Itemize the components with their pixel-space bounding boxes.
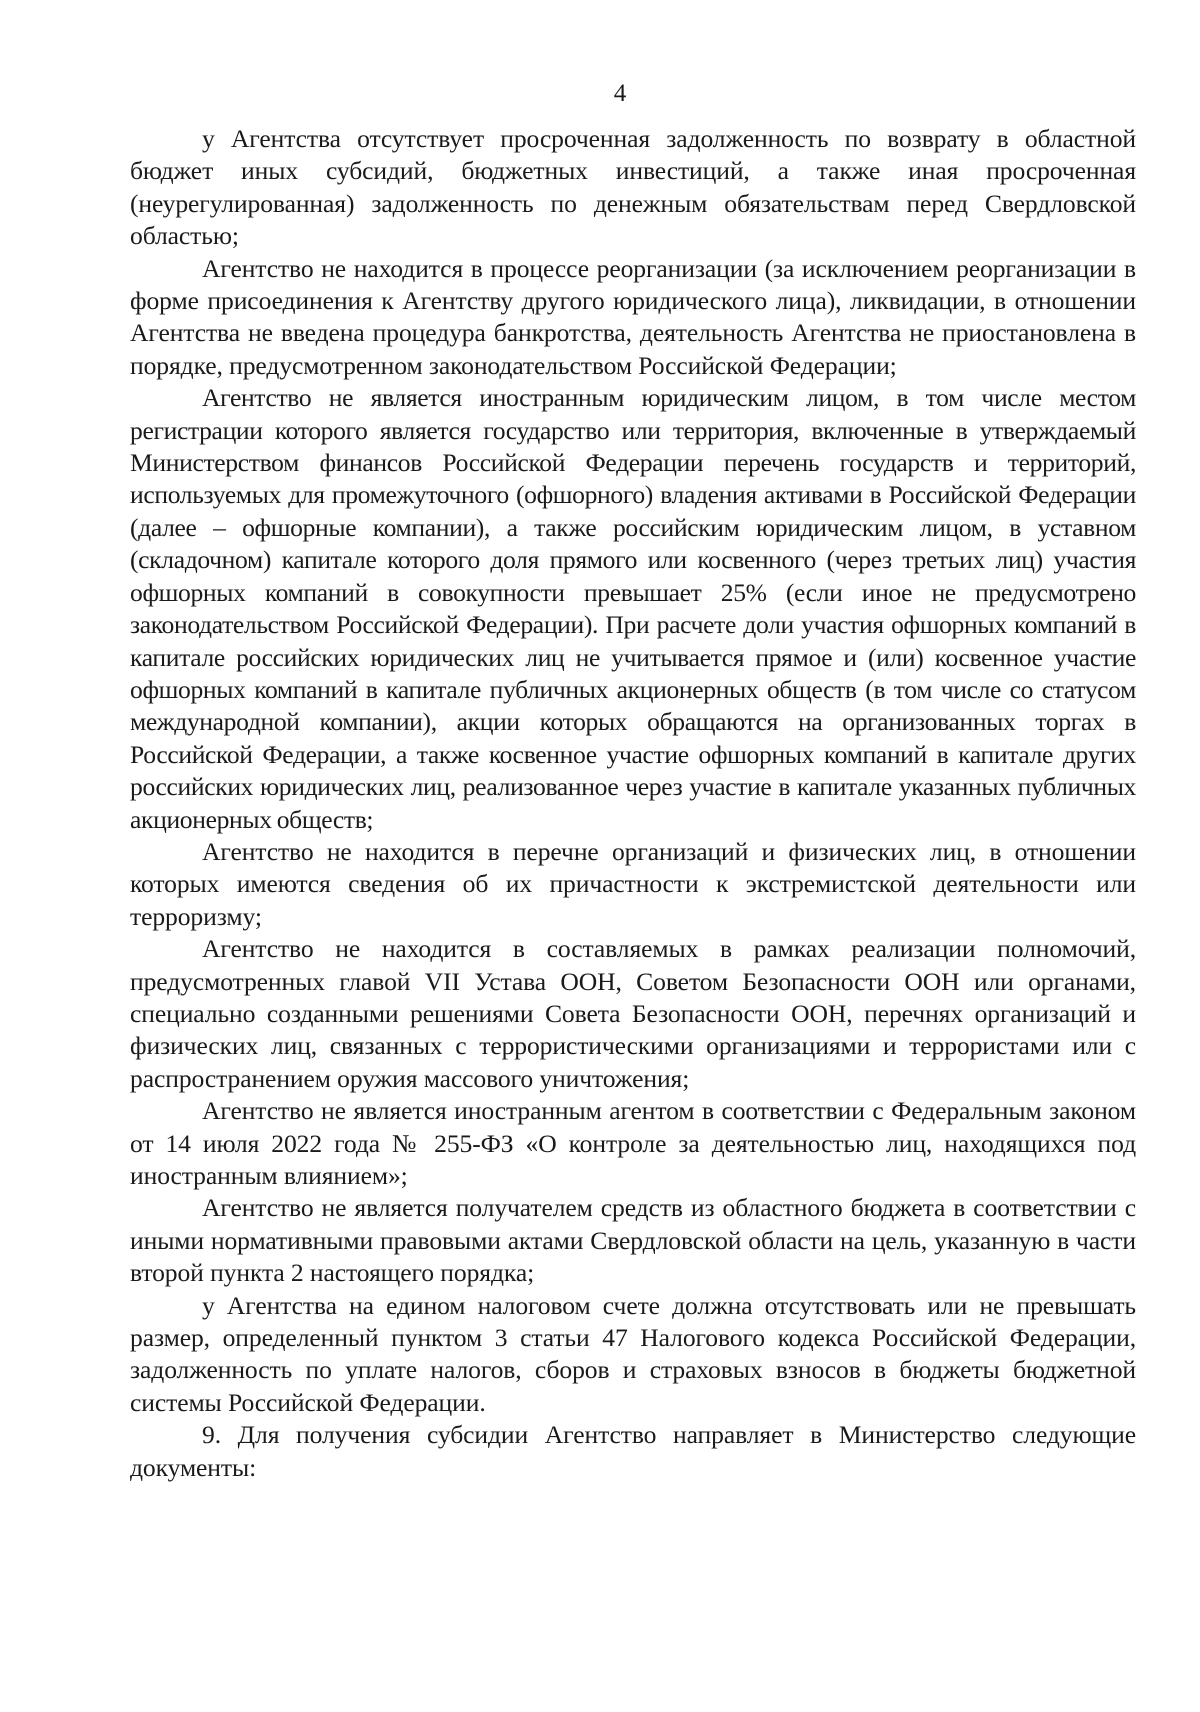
page-number: 4 [613, 80, 627, 107]
paragraph-not-foreign-entity: Агентство не является иностранным юридическим лицом, в том числе местом регистрации которого является государство или территория, включенные в утверждаемый Министерством финансов Российской Федерации перечень государств и территорий, используемых для промежуточного (офшорного) владения активами в Российской Федерации (далее – офшорные компании), а также российским юридическим лицом, в уставном (складочном) капитале которого доля прямого или косвенного (через третьих лиц) участия офшорных компаний в совокупности превышает 25% (если иное не предусмотрено законодательством Российской Федерации). При расчете доли участия офшорных компаний в капитале российских юридических лиц не учитывается прямое и (или) косвенное участие офшорных компаний в капитале публичных акционерных обществ (в том числе со статусом международной компании), акции которых обращаются на организованных торгах в Российской Федерации, а также косвенное участие офшорных компаний в капитале других российских юридических лиц, реализованное через участие в капитале указанных публичных акционерных обществ; [130, 383, 1136, 834]
paragraph-not-in-extremism-list: Агентство не находится в перечне организаций и физических лиц, в отношении которых имеются сведения об их причастности к экстремистской деятельности или терроризму; [130, 836, 1136, 931]
paragraph-not-in-un-lists: Агентство не находится в составляемых в рамках реализации полномочий, предусмотренных главой VII Устава ООН, Советом Безопасности ООН или органами, специально созданными решениями Совета Безопасности ООН, перечнях организаций и физических лиц, связанных с террористическими организациями и террористами или с распространением оружия массового уничтожения; [130, 934, 1136, 1093]
paragraph-not-foreign-agent: Агентство не является иностранным агентом в соответствии с Федеральным законом от 14 июля 2022 года № 255-ФЗ «О контроле за деятельностью лиц, находящихся под иностранным влиянием»; [130, 1096, 1136, 1190]
paragraph-tax-account-debt: у Агентства на едином налоговом счете должна отсутствовать или не превышать размер, определенный пунктом 3 статьи 47 Налогового кодекса Российской Федерации, задолженность по уплате налогов, сборов и страховых взносов в бюджеты бюджетной системы Российской Федерации. [130, 1290, 1136, 1417]
paragraph-not-other-budget-recipient: Агентство не является получателем средств из областного бюджета в соответствии с иными нормативными правовыми актами Свердловской области на цель, указанную в части второй пункта 2 настоящего порядка; [130, 1193, 1136, 1288]
document-body [130, 123, 1136, 1484]
paragraph-item-9-documents: 9. Для получения субсидии Агентство направляет в Министерство следующие документы: [130, 1420, 1136, 1482]
paragraph-no-reorganization: Агентство не находится в процессе реорганизации (за исключением реорганизации в форме присоединения к Агентству другого юридического лица), ликвидации, в отношении Агентства не введена процедура банкротства, деятельность Агентства не приостановлена в порядке, предусмотренном законодательством Российской Федерации; [130, 253, 1136, 380]
paragraph-no-overdue-debt: у Агентства отсутствует просроченная задолженность по возврату в областной бюджет иных субсидий, бюджетных инвестиций, а также иная просроченная (неурегулированная) задолженность по денежным обязательствам перед Свердловской областью; [130, 124, 1136, 251]
